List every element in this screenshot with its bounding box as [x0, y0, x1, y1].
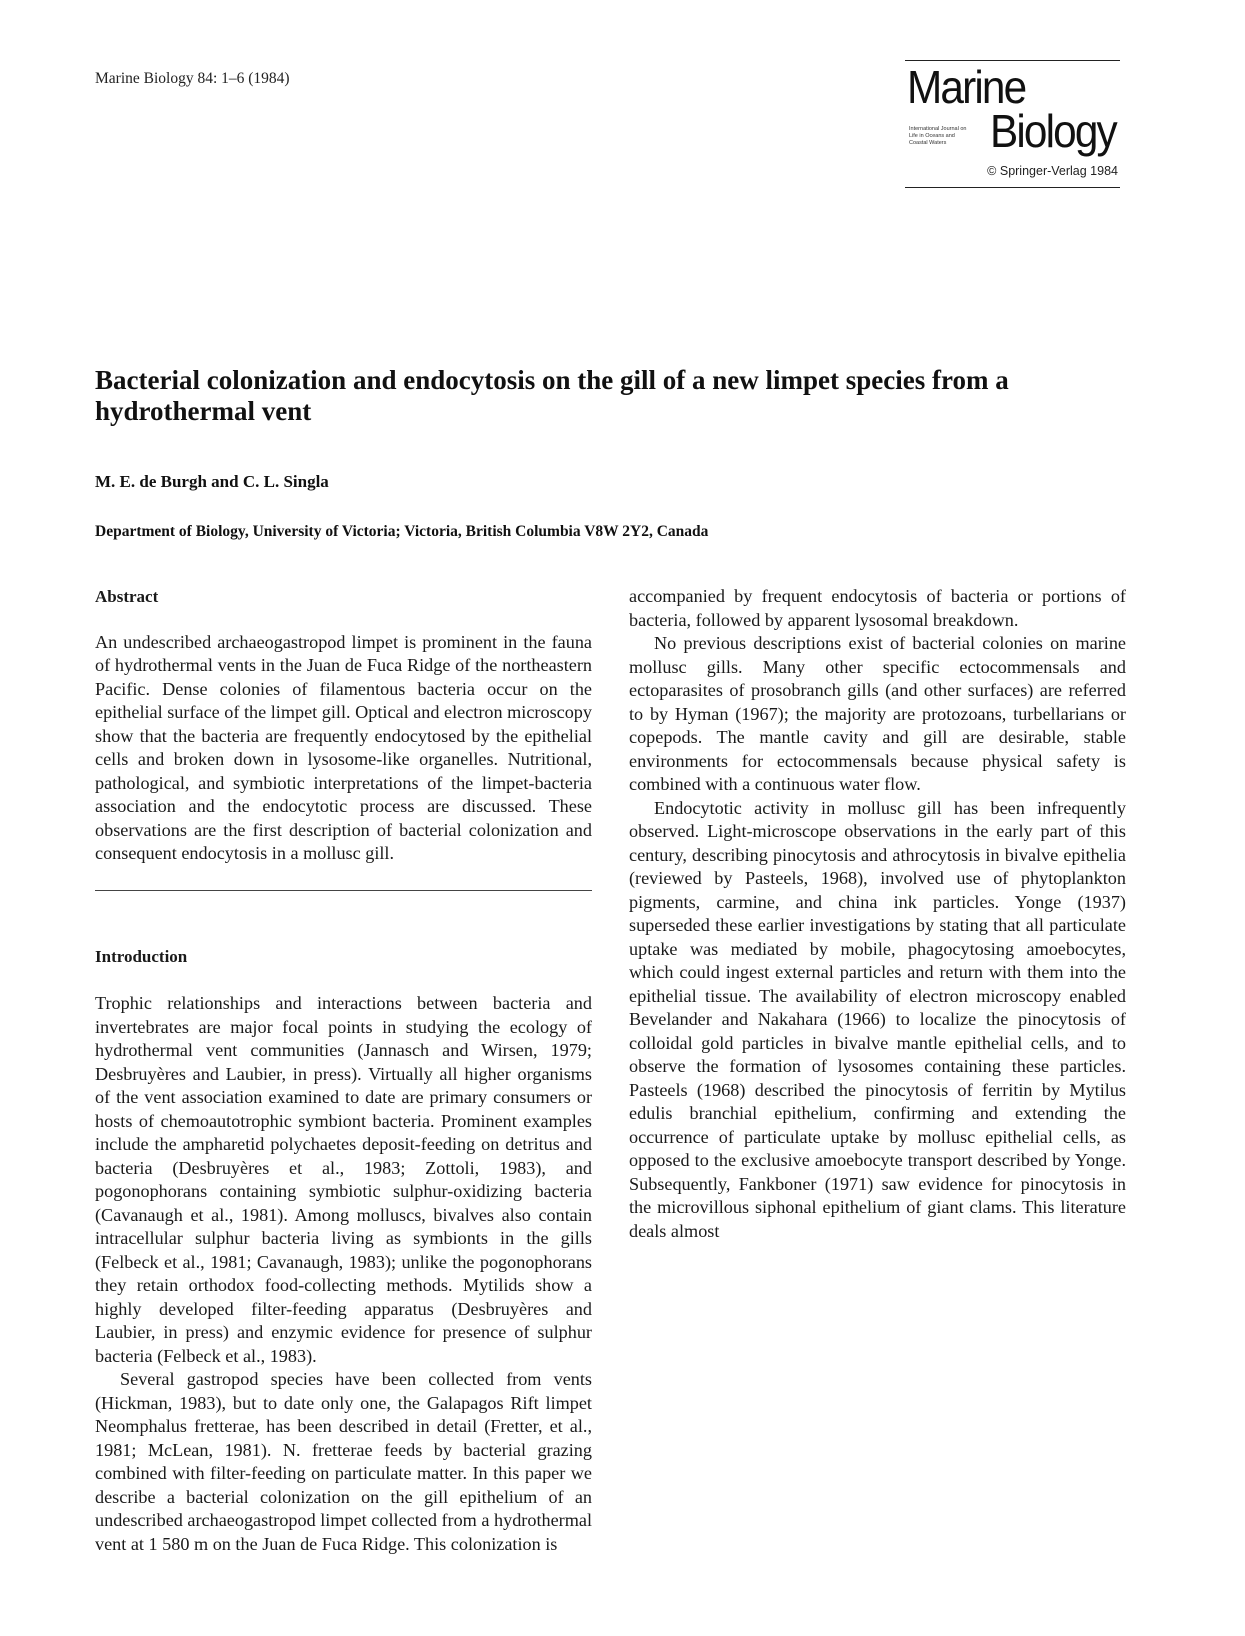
left-column	[95, 585, 592, 1556]
abstract-heading: Abstract	[95, 587, 159, 606]
right-column	[629, 585, 1126, 1243]
logo-tagline: International Journal on Life in Oceans and Coastal Waters	[909, 126, 967, 146]
journal-logo	[905, 60, 1120, 188]
journal-citation: Marine Biology 84: 1–6 (1984)	[95, 70, 290, 87]
introduction-heading: Introduction	[95, 946, 188, 966]
intro-paragraph-3: No previous descriptions exist of bacterial colonies on marine mollusc gills. Many other specific ectocommensals and ectoparasites of prosobranch gills (and other surfaces) are referred to by Hyman (1967); the majority are protozoans, turbellarians or copepods. The mantle cavity and gill are desirable, stable environments for ectocommensals because physical safety is combined with a continuous water flow.	[629, 633, 1126, 794]
author-affiliation: Department of Biology, University of Victoria; Victoria, British Columbia V8W 2Y2, Canada	[95, 523, 709, 540]
intro-paragraph-1: Trophic relationships and interactions between bacteria and invertebrates are major focal points in studying the ecology of hydrothermal vent communities (Jannasch and Wirsen, 1979; Desbruyères and Laubier, in press). Virtually all higher organisms of the vent association examined to date are primary consumers or hosts of chemoautotrophic symbiont bacteria. Prominent examples include the ampharetid polychaetes deposit-feeding on detritus and bacteria (Desbruyères et al., 1983; Zottoli, 1983), and pogonophorans containing symbiotic sulphur-oxidizing bacteria (Cavanaugh et al., 1981). Among molluscs, bivalves also contain intracellular sulphur bacteria living as symbionts in the gills (Felbeck et al., 1981; Cavanaugh, 1983); unlike the pogonophorans they retain orthodox food-collecting methods. Mytilids show a highly developed filter-feeding apparatus (Desbruyères and Laubier, in press) and enzymic evidence for presence of sulphur bacteria (Felbeck et al., 1983).	[95, 993, 592, 1366]
intro-paragraph-2-continued: accompanied by frequent endocytosis of bacteria or portions of bacteria, followed by apparent lysosomal breakdown.	[629, 586, 1126, 630]
intro-paragraph-2: Several gastropod species have been collected from vents (Hickman, 1983), but to date only one, the Galapagos Rift limpet Neomphalus fretterae, has been described in detail (Fretter, et al., 1981; McLean, 1981). N. fretterae feeds by bacterial grazing combined with filter-feeding on particulate matter. In this paper we describe a bacterial colonization on the gill epithelium of an undescribed archaeogastropod limpet collected from a hydrothermal vent at 1 580 m on the Juan de Fuca Ridge. This colonization is	[95, 1369, 592, 1554]
article-title: Bacterial colonization and endocytosis on the gill of a new limpet species from a hydrothermal vent	[95, 365, 1009, 426]
logo-bottom-rule	[905, 187, 1120, 188]
intro-paragraph-4: Endocytotic activity in mollusc gill has been infrequently observed. Light-microscope observations in the early part of this century, describing pinocytosis and athrocytosis in bivalve epithelia (reviewed by Pasteels, 1968), involved use of phytoplankton pigments, carmine, and china ink particles. Yonge (1937) superseded these earlier investigations by stating that all particulate uptake was mediated by mobile, phagocytosing amoebocytes, which could ingest external particles and return with them into the epithelial tissue. The availability of electron microscopy enabled Bevelander and Nakahara (1966) to localize the pinocytosis of colloidal gold particles in bivalve mantle epithelial cells, and to observe the formation of lysosomes containing these particles. Pasteels (1968) described the pinocytosis of ferritin by Mytilus edulis branchial epithelium, confirming and extending the occurrence of particulate uptake by mollusc epithelial cells, as opposed to the exclusive amoebocyte transport described by Yonge. Subsequently, Fankboner (1971) saw evidence for pinocytosis in the microvillous siphonal epithelium of giant clams. This literature deals almost	[629, 797, 1126, 1241]
copyright-notice: © Springer-Verlag 1984	[987, 164, 1118, 178]
article-authors: M. E. de Burgh and C. L. Singla	[95, 472, 329, 491]
logo-word-marine: Marine	[907, 61, 1026, 113]
logo-word-biology: Biology	[990, 105, 1116, 157]
abstract-text: An undescribed archaeogastropod limpet is prominent in the fauna of hydrothermal vents in the Juan de Fuca Ridge of the northeastern Pacific. Dense colonies of filamentous bacteria occur on the epithelial surface of the limpet gill. Optical and electron microscopy show that the bacteria are frequently endocytosed by the epithelial cells and broken down in lysosome-like organelles. Nutritional, pathological, and symbiotic interpretations of the limpet-bacteria association and the endocytotic process are discussed. These observations are the first description of bacterial colonization and consequent endocytosis in a mollusc gill.	[95, 631, 592, 863]
